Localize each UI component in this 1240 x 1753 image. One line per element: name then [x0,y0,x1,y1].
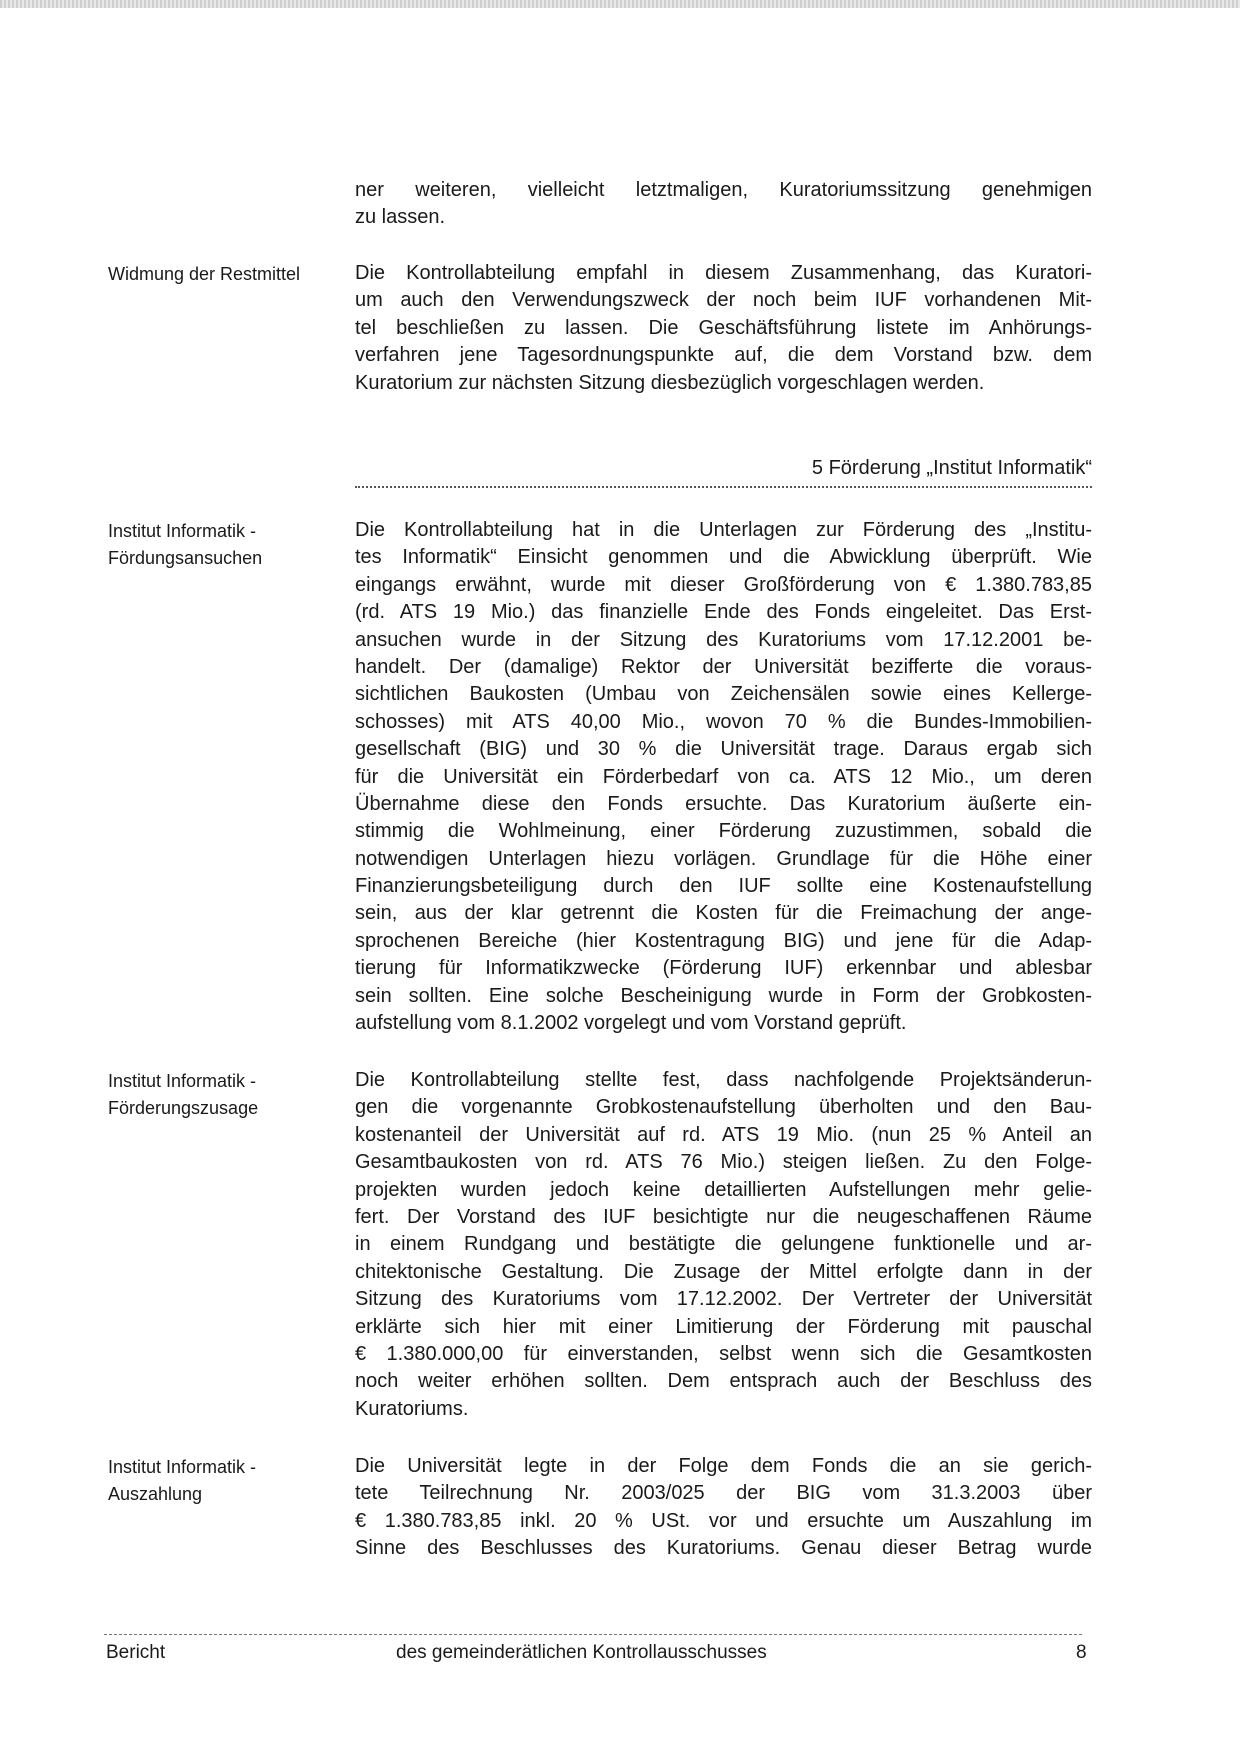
margin-label-line: Widmung der Restmittel [108,264,301,284]
paragraph-line: Kuratoriums. [355,1397,469,1420]
paragraph-line: tes Informatik“ Einsicht genommen und die Abwicklung überprüft. Wie [355,546,1092,569]
paragraph-line: sein sollten. Eine solche Bescheinigung wurde in Form der Grobkosten- [355,984,1092,1007]
paragraph-line: ner weiteren, vielleicht letztmaligen, Kuratoriumssitzung genehmigen [355,179,1092,201]
footer-divider [104,1634,1082,1635]
paragraph-line: für die Universität ein Förderbedarf von ca. ATS 12 Mio., um deren [355,765,1092,788]
paragraph-line: sein, aus der klar getrennt die Kosten für die Freimachung der ange- [355,902,1092,925]
paragraph-line: fert. Der Vorstand des IUF besichtigte nur die neugeschaffenen Räume [355,1205,1092,1228]
section-heading: 5 Förderung „Institut Informatik“ [811,457,1092,479]
paragraph-line: zu lassen. [355,206,446,229]
paragraph-line: noch weiter erhöhen sollten. Dem entsprach auch der Beschluss des [355,1370,1092,1393]
scan-edge [0,0,1240,8]
paragraph-line: sichtlichen Baukosten (Umbau von Zeichensälen sowie eines Kellerge- [355,683,1092,706]
paragraph-line: chitektonische Gestaltung. Die Zusage der Mittel erfolgte dann in der [355,1260,1092,1283]
heading-divider [355,486,1092,488]
paragraph-line: projekten wurden jedoch keine detaillierten Aufstellungen mehr gelie- [355,1178,1092,1201]
paragraph-line: verfahren jene Tagesordnungspunkte auf, die dem Vorstand bzw. dem [355,344,1092,367]
paragraph-line: sprochenen Bereiche (hier Kostentragung BIG) und jene für die Adap- [355,929,1092,952]
paragraph-line: Die Kontrollabteilung hat in die Unterlagen zur Förderung des „Institu- [355,519,1092,541]
paragraph-line: ansuchen wurde in der Sitzung des Kuratoriums vom 17.12.2001 be- [355,628,1092,651]
margin-label [108,1068,348,1123]
page-number: 8 [1076,1642,1087,1663]
paragraph-line: Übernahme diese den Fonds ersuchte. Das Kuratorium äußerte ein- [355,792,1092,815]
paragraph-line: Finanzierungsbeteiligung durch den IUF sollte eine Kostenaufstellung [355,875,1092,898]
paragraph-line: eingangs erwähnt, wurde mit dieser Großförderung von € 1.380.783,85 [355,573,1092,596]
paragraph-line: tierung für Informatikzwecke (Förderung IUF) erkennbar und ablesbar [355,957,1092,980]
paragraph-line: schosses) mit ATS 40,00 Mio., wovon 70 % die Bundes-Immobilien- [355,710,1092,733]
paragraph-line: tete Teilrechnung Nr. 2003/025 der BIG vom 31.3.2003 über [355,1482,1092,1505]
paragraph-line: erklärte sich hier mit einer Limitierung der Förderung mit pauschal [355,1315,1092,1338]
paragraph-line: (rd. ATS 19 Mio.) das finanzielle Ende des Fonds eingeleitet. Das Erst- [355,601,1092,624]
paragraph-line: um auch den Verwendungszweck der noch beim IUF vorhandenen Mit- [355,289,1092,312]
footer-center: des gemeinderätlichen Kontrollausschusses [396,1642,767,1663]
paragraph [355,177,1092,232]
paragraph-line: Gesamtbaukosten von rd. ATS 76 Mio.) steigen ließen. Zu den Folge- [355,1151,1092,1174]
footer-left: Bericht [106,1642,166,1663]
paragraph-line: tel beschließen zu lassen. Die Geschäftsführung listete im Anhörungs- [355,316,1092,339]
paragraph-line: gesellschaft (BIG) und 30 % die Universität trage. Daraus ergab sich [355,738,1092,761]
margin-label-line: Institut Informatik - [108,1457,257,1477]
paragraph-line: Sitzung des Kuratoriums vom 17.12.2002. Der Vertreter der Universität [355,1288,1092,1311]
paragraph-line: Die Kontrollabteilung empfahl in diesem Zusammenhang, das Kuratori- [355,262,1092,284]
paragraph-line: stimmig die Wohlmeinung, einer Förderung zuzustimmen, sobald die [355,820,1092,843]
paragraph-line: gen die vorgenannte Grobkostenaufstellung überholten und den Bau- [355,1096,1092,1119]
paragraph-line: Sinne des Beschlusses des Kuratoriums. Genau dieser Betrag wurde [355,1537,1092,1560]
paragraph-line: Die Kontrollabteilung stellte fest, dass nachfolgende Projektsänderun- [355,1069,1092,1091]
margin-label-line: Institut Informatik - [108,521,257,541]
paragraph-line: € 1.380.000,00 für einverstanden, selbst wenn sich die Gesamtkosten [355,1342,1092,1365]
margin-label-line: Auszahlung [108,1484,203,1505]
paragraph-line: € 1.380.783,85 inkl. 20 % USt. vor und ersuchte um Auszahlung im [355,1509,1092,1532]
paragraph [355,1453,1092,1563]
paragraph-line: handelt. Der (damalige) Rektor der Universität bezifferte die voraus- [355,655,1092,678]
paragraph-line: Kuratorium zur nächsten Sitzung diesbezüglich vorgeschlagen werden. [355,371,985,394]
margin-label-line: Förderungszusage [108,1098,259,1119]
paragraph [355,1067,1092,1423]
paragraph [355,517,1092,1037]
margin-label [108,261,348,288]
paragraph-line: kostenanteil der Universität auf rd. ATS 19 Mio. (nun 25 % Anteil an [355,1123,1092,1146]
paragraph-line: notwendigen Unterlagen hiezu vorlägen. Grundlage für die Höhe einer [355,847,1092,870]
paragraph [355,260,1092,397]
paragraph-line: aufstellung vom 8.1.2002 vorgelegt und vom Vorstand geprüft. [355,1012,907,1035]
margin-label-line: Fördungsansuchen [108,548,263,569]
margin-label [108,518,348,573]
paragraph-line: in einem Rundgang und bestätigte die gelungene funktionelle und ar- [355,1233,1092,1256]
margin-label [108,1454,348,1509]
margin-label-line: Institut Informatik - [108,1071,257,1091]
paragraph-line: Die Universität legte in der Folge dem Fonds die an sie gerich- [355,1455,1092,1477]
